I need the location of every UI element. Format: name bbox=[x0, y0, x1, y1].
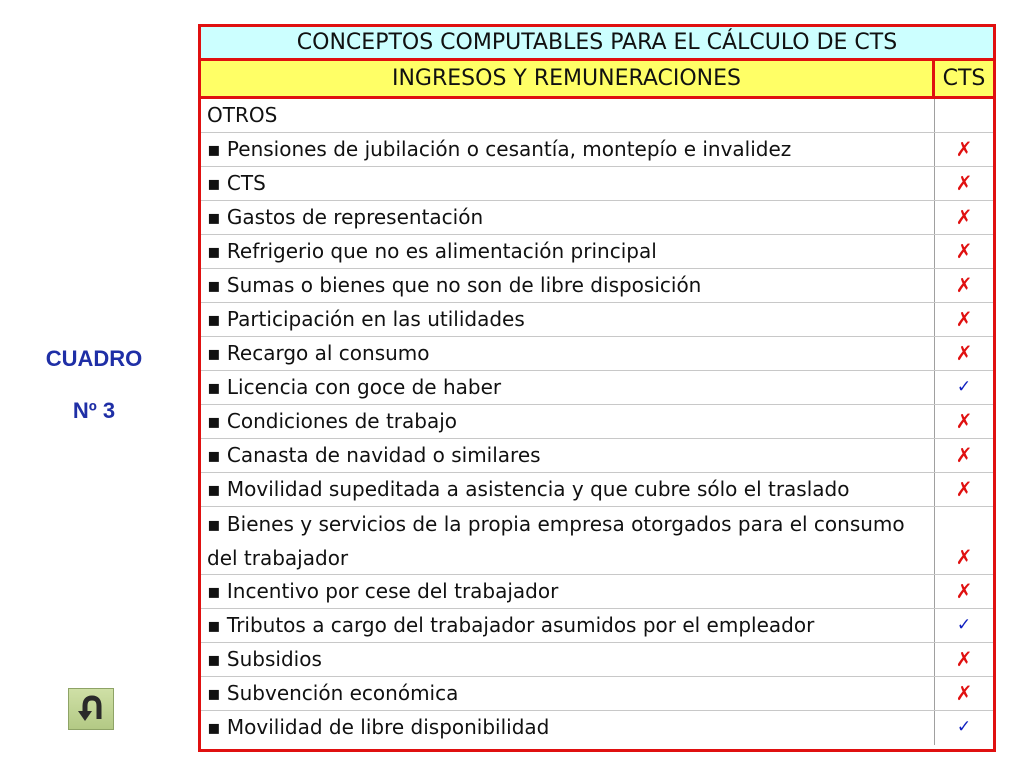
cross-mark-icon: ✗ bbox=[955, 205, 973, 229]
table-header bbox=[201, 61, 993, 99]
cross-mark-icon: ✗ bbox=[955, 273, 973, 297]
table-title: CONCEPTOS COMPUTABLES PARA EL CÁLCULO DE CTS bbox=[201, 27, 993, 61]
cross-mark-icon: ✗ bbox=[955, 681, 973, 705]
check-mark-icon: ✓ bbox=[956, 717, 972, 737]
table-row bbox=[201, 507, 993, 575]
caption-cuadro: CUADRO bbox=[45, 346, 143, 371]
row-label: ▪ Participación en las utilidades bbox=[201, 303, 935, 336]
row-label: ▪ Subvención económica bbox=[201, 677, 935, 710]
table-row bbox=[201, 337, 993, 371]
cross-mark-icon: ✗ bbox=[955, 545, 973, 569]
section-row bbox=[201, 99, 993, 133]
row-label: ▪ Sumas o bienes que no son de libre disposición bbox=[201, 269, 935, 302]
return-arrow-icon bbox=[69, 689, 115, 731]
row-label: ▪ Bienes y servicios de la propia empresa otorgados para el consumo del trabajador bbox=[201, 507, 935, 574]
row-label: ▪ Licencia con goce de haber bbox=[201, 371, 935, 404]
table-row bbox=[201, 473, 993, 507]
section-label: OTROS bbox=[201, 99, 935, 132]
back-button[interactable] bbox=[68, 688, 114, 730]
cross-mark-icon: ✗ bbox=[955, 239, 973, 263]
cross-mark-icon: ✗ bbox=[955, 579, 973, 603]
table-row bbox=[201, 439, 993, 473]
row-label: ▪ Condiciones de trabajo bbox=[201, 405, 935, 438]
row-label: ▪ Movilidad de libre disponibilidad bbox=[201, 711, 935, 745]
table-row bbox=[201, 201, 993, 235]
row-label: ▪ Refrigerio que no es alimentación principal bbox=[201, 235, 935, 268]
table-row bbox=[201, 405, 993, 439]
table-row bbox=[201, 235, 993, 269]
caption-number: Nº 3 bbox=[72, 398, 116, 423]
header-concept: INGRESOS Y REMUNERACIONES bbox=[201, 61, 935, 96]
row-label: ▪ Tributos a cargo del trabajador asumidos por el empleador bbox=[201, 609, 935, 642]
row-label: ▪ Incentivo por cese del trabajador bbox=[201, 575, 935, 608]
table-row bbox=[201, 371, 993, 405]
table-row bbox=[201, 677, 993, 711]
cross-mark-icon: ✗ bbox=[955, 443, 973, 467]
cross-mark-icon: ✗ bbox=[955, 477, 973, 501]
row-label: ▪ Gastos de representación bbox=[201, 201, 935, 234]
row-label: ▪ Recargo al consumo bbox=[201, 337, 935, 370]
table-row bbox=[201, 643, 993, 677]
table-row bbox=[201, 303, 993, 337]
cts-table bbox=[198, 24, 996, 752]
table-row bbox=[201, 609, 993, 643]
table-row bbox=[201, 269, 993, 303]
check-mark-icon: ✓ bbox=[956, 377, 972, 397]
row-label: ▪ CTS bbox=[201, 167, 935, 200]
check-mark-icon: ✓ bbox=[956, 615, 972, 635]
cross-mark-icon: ✗ bbox=[955, 171, 973, 195]
table-row bbox=[201, 167, 993, 201]
cross-mark-icon: ✗ bbox=[955, 341, 973, 365]
cross-mark-icon: ✗ bbox=[955, 647, 973, 671]
section-mark-cell bbox=[935, 99, 993, 132]
row-label: ▪ Canasta de navidad o similares bbox=[201, 439, 935, 472]
cross-mark-icon: ✗ bbox=[955, 307, 973, 331]
header-cts: CTS bbox=[942, 66, 986, 91]
cross-mark-icon: ✗ bbox=[955, 409, 973, 433]
row-label: ▪ Pensiones de jubilación o cesantía, montepío e invalidez bbox=[201, 133, 935, 166]
row-label: ▪ Subsidios bbox=[201, 643, 935, 676]
cross-mark-icon: ✗ bbox=[955, 137, 973, 161]
table-row bbox=[201, 133, 993, 167]
row-label: ▪ Movilidad supeditada a asistencia y que cubre sólo el traslado bbox=[201, 473, 935, 506]
table-body bbox=[201, 99, 993, 745]
table-row bbox=[201, 575, 993, 609]
table-row bbox=[201, 711, 993, 745]
